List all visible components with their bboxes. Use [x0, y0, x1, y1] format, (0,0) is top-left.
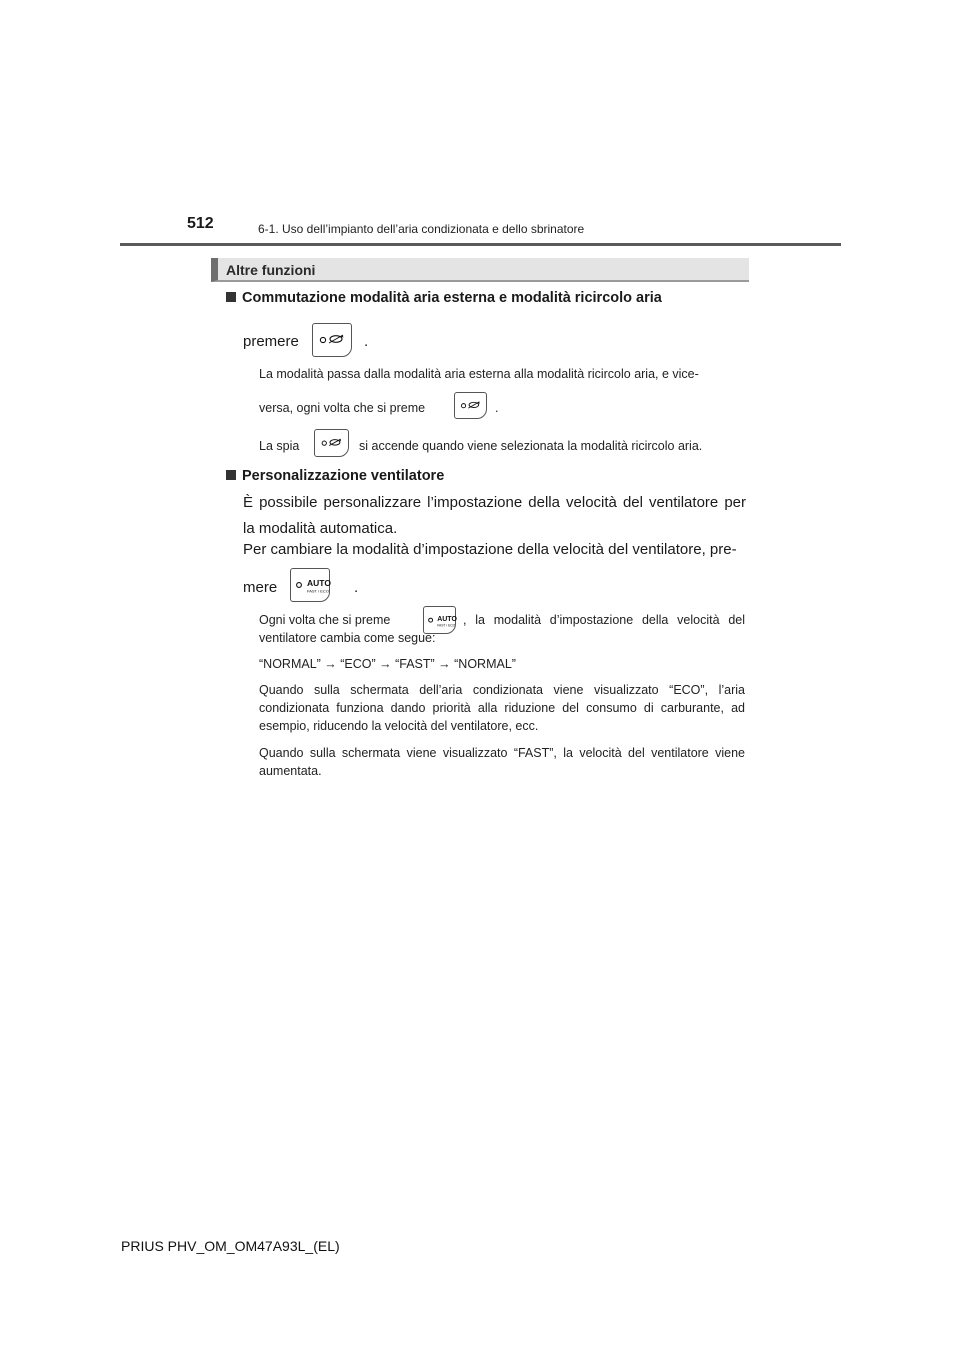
note-line: si accende quando viene selezionata la modalità ricircolo aria. — [359, 439, 703, 453]
heading-air-mode — [226, 290, 662, 306]
page-number: 512 — [187, 215, 214, 232]
note-line: versa, ogni volta che si preme — [259, 401, 426, 415]
note-line: La modalità passa dalla modalità aria esterna alla modalità ricircolo aria, e vice- — [259, 367, 699, 381]
section-bar — [211, 258, 749, 282]
paragraph: Per cambiare la modalità d’impostazione della velocità del ventilatore, pre- — [243, 541, 737, 558]
note-line: . — [495, 401, 499, 415]
chapter-title: 6-1. Uso dell’impianto dell’aria condizionata e dello sbrinatore — [258, 222, 585, 236]
auto-fast-eco-button-icon — [423, 606, 456, 634]
auto-sublabel: FAST / ECO — [307, 588, 329, 594]
sequence-line: “NORMAL” → “ECO” → “FAST” → “NORMAL” — [259, 657, 516, 671]
footer-model-code: PRIUS PHV_OM_OM47A93L_(EL) — [121, 1238, 340, 1254]
note-paragraph: Quando sulla schermata dell’aria condizionata viene visualizzato “ECO”, l’aria condizionata funziona dando priorità alla riduzione del consumo di carburante, ad esempio, riducendo la velocità del ventilatore, ecc. — [259, 683, 745, 733]
note-line: Ogni volta che si preme — [259, 613, 391, 627]
heading-fan-text: Personalizzazione ventilatore — [242, 468, 445, 484]
section-title: Altre funzioni — [226, 262, 316, 278]
recirculation-button-icon — [454, 392, 487, 419]
paragraph: . — [354, 579, 359, 596]
paragraph: mere — [243, 579, 278, 596]
recirculation-indicator-icon — [314, 429, 349, 457]
note-line: , la modalità d’impostazione della velocità del — [463, 613, 745, 627]
instruction-suffix: . — [364, 333, 369, 350]
paragraph: È possibile personalizzare l’impostazione della velocità del ventilatore per la modalità automatica. — [243, 494, 746, 537]
note-line: La spia — [259, 439, 300, 453]
instruction-prefix: premere — [243, 333, 299, 350]
heading-air-mode-text: Commutazione modalità aria esterna e modalità ricircolo aria — [242, 290, 662, 306]
bullet-icon — [226, 470, 236, 480]
auto-label: AUTO — [437, 616, 457, 623]
note-paragraph: Quando sulla schermata viene visualizzato “FAST”, la velocità del ventilatore viene aumentata. — [259, 746, 745, 778]
heading-fan — [226, 468, 444, 484]
auto-sublabel: FAST / ECO — [437, 623, 456, 628]
header-rule — [120, 243, 841, 246]
auto-fast-eco-button-icon — [290, 568, 330, 602]
note-line: ventilatore cambia come segue: — [259, 631, 436, 645]
auto-label: AUTO — [307, 578, 331, 588]
recirculation-button-icon — [312, 323, 352, 357]
bullet-icon — [226, 292, 236, 302]
